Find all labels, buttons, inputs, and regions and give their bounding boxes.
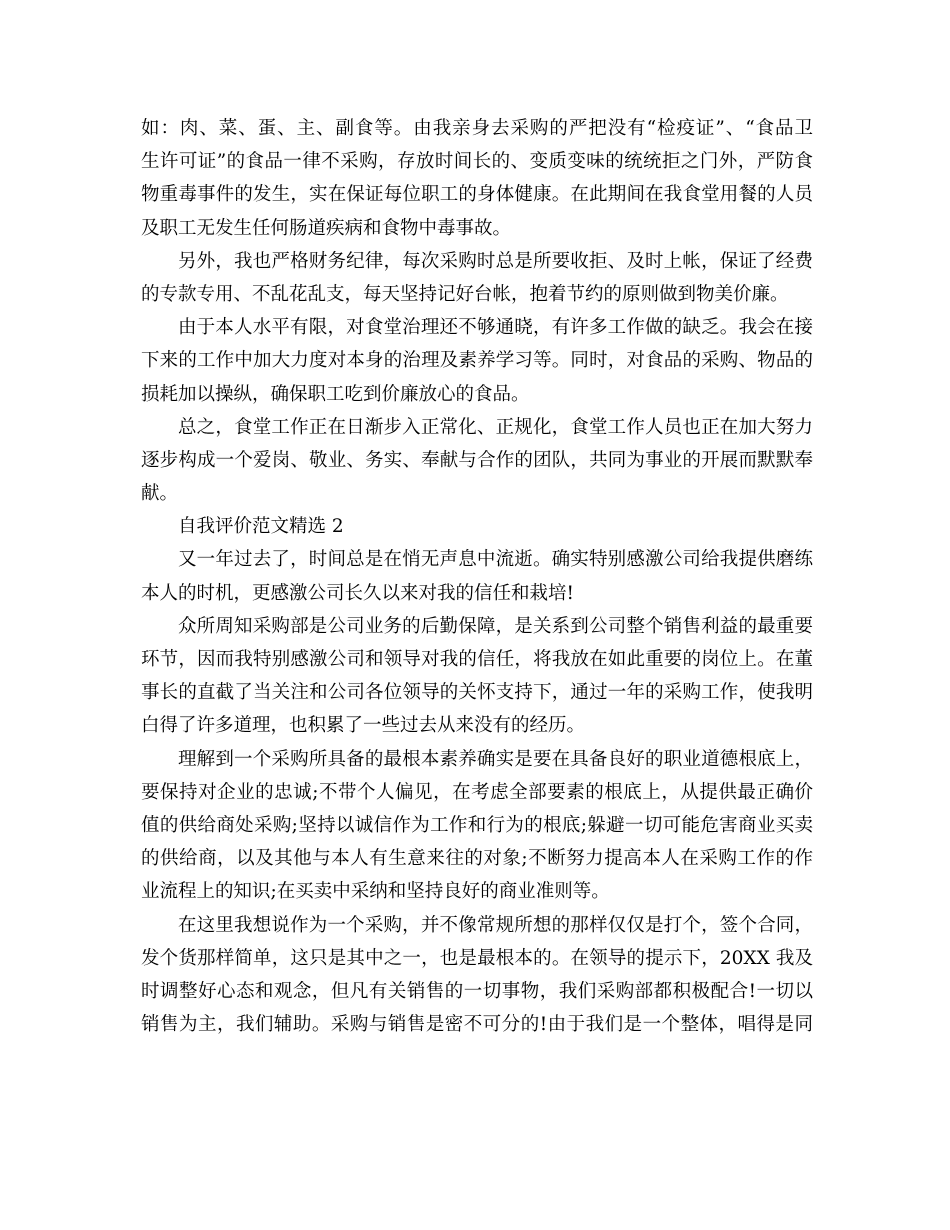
text-line: 在这里我想说作为一个采购，并不像常规所想的那样仅仅是打个，签个合同， bbox=[178, 914, 813, 936]
text-line: 又一年过去了，时间总是在悄无声息中流逝。确实特别感激公司给我提供磨练 bbox=[178, 549, 813, 571]
text-line: 由于本人水平有限，对食堂治理还不够通晓，有许多工作做的缺乏。我会在接 bbox=[178, 317, 813, 339]
text-line: 时调整好心态和观念，但凡有关销售的一切事物，我们采购部都积极配合!一切以 bbox=[141, 980, 813, 1002]
text-line: 理解到一个采购所具备的最根本素养确实是要在具备良好的职业道德根底上， bbox=[178, 748, 813, 770]
paragraph bbox=[141, 245, 813, 311]
paragraph bbox=[141, 610, 813, 743]
text-line: 销售为主，我们辅助。采购与销售是密不可分的!由于我们是一个整体，唱得是同 bbox=[141, 1014, 813, 1036]
text-line: 物重毒事件的发生，实在保证每位职工的身体健康。在此期间在我食堂用餐的人员 bbox=[141, 184, 813, 206]
text-line: 逐步构成一个爱岗、敬业、务实、奉献与合作的团队，共同为事业的开展而默默奉 bbox=[141, 449, 813, 471]
text-line: 总之，食堂工作正在日渐步入正常化、正规化，食堂工作人员也正在加大努力 bbox=[178, 416, 813, 438]
paragraph bbox=[141, 743, 813, 909]
paragraph bbox=[141, 311, 813, 411]
text-line: 白得了许多道理，也积累了一些过去从来没有的经历。 bbox=[141, 715, 586, 737]
paragraph bbox=[141, 510, 813, 543]
text-line: 生许可证”的食品一律不采购，存放时间长的、变质变味的统统拒之门外，严防食 bbox=[141, 151, 813, 173]
text-line: 的专款专用、不乱花乱支，每天坚持记好台帐，抱着节约的原则做到物美价廉。 bbox=[141, 283, 789, 305]
text-line: 的供给商，以及其他与本人有生意来往的对象;不断努力提高本人在采购工作的作 bbox=[141, 848, 813, 870]
document-body-text bbox=[141, 112, 813, 1041]
text-line: 损耗加以操纵，确保职工吃到价廉放心的食品。 bbox=[141, 383, 530, 405]
text-line: 另外，我也严格财务纪律，每次采购时总是所要收拒、及时上帐，保证了经费 bbox=[178, 250, 813, 272]
paragraph bbox=[141, 543, 813, 609]
text-line: 事长的直截了当关注和公司各位领导的关怀支持下，通过一年的采购工作，使我明 bbox=[141, 682, 813, 704]
text-line: 发个货那样简单，这只是其中之一，也是最根本的。在领导的提示下，20XX 我及 bbox=[141, 947, 813, 969]
text-line: 本人的时机，更感激公司长久以来对我的信任和栽培! bbox=[141, 582, 574, 604]
text-line: 要保持对企业的忠诚;不带个人偏见，在考虑全部要素的根底上，从提供最正确价 bbox=[141, 781, 813, 803]
text-line: 业流程上的知识;在买卖中采纳和坚持良好的商业准则等。 bbox=[141, 881, 610, 903]
text-line: 献。 bbox=[141, 483, 179, 505]
text-line: 下来的工作中加大力度对本身的治理及素养学习等。同时，对食品的采购、物品的 bbox=[141, 350, 813, 372]
text-line: 环节，因而我特别感激公司和领导对我的信任，将我放在如此重要的岗位上。在董 bbox=[141, 649, 813, 670]
paragraph bbox=[141, 411, 813, 511]
paragraph bbox=[141, 909, 813, 1042]
text-line: 及职工无发生任何肠道疾病和食物中毒事故。 bbox=[141, 217, 512, 239]
text-line: 众所周知采购部是公司业务的后勤保障，是关系到公司整个销售利益的最重要 bbox=[178, 615, 813, 637]
text-line: 如：肉、菜、蛋、主、副食等。由我亲身去采购的严把没有“检疫证”、“食品卫 bbox=[141, 118, 813, 139]
text-line: 值的供给商处采购;坚持以诚信作为工作和行为的根底;躲避一切可能危害商业买卖 bbox=[141, 814, 813, 836]
text-line: 自我评价范文精选 2 bbox=[178, 516, 344, 538]
paragraph bbox=[141, 112, 813, 245]
